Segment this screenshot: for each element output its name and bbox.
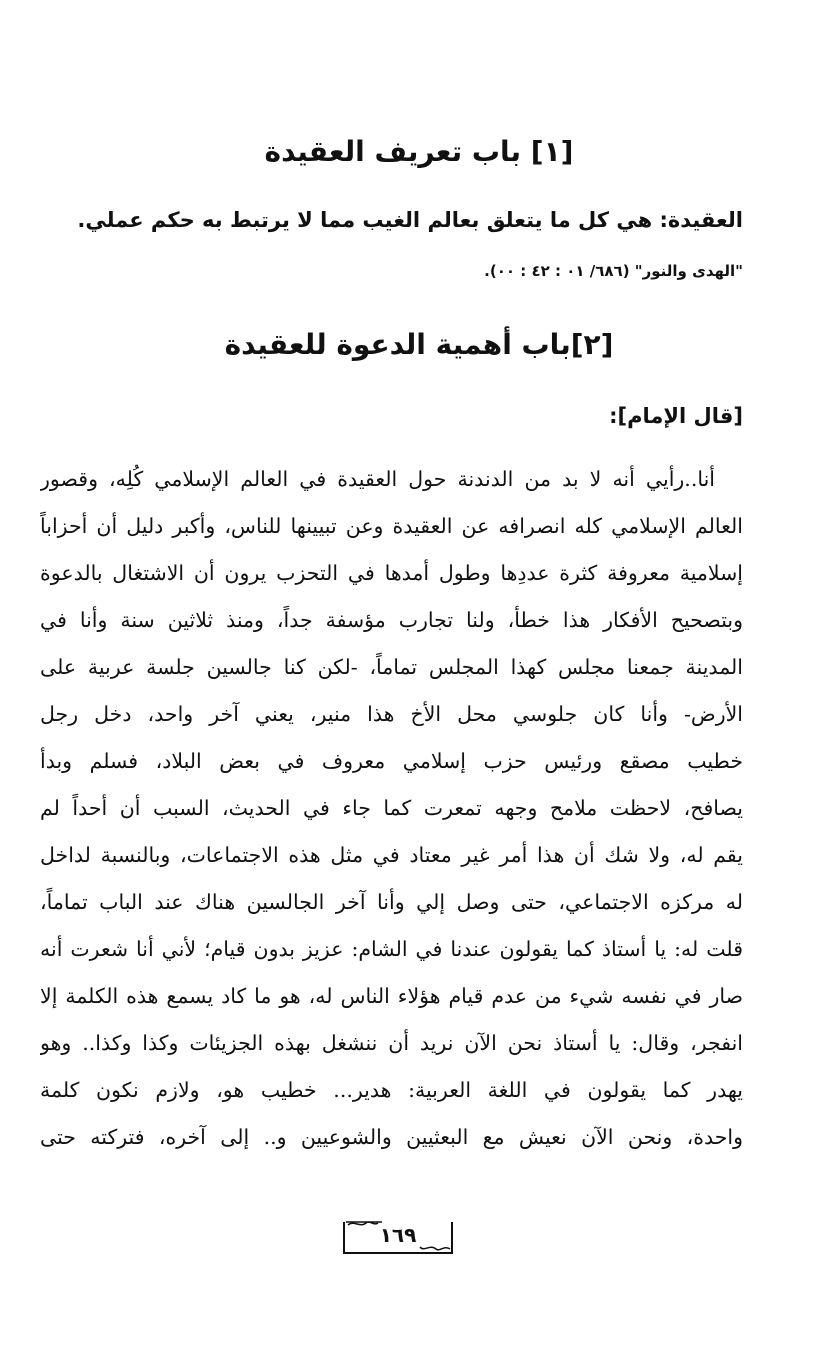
aqeedah-definition: العقيدة: هي كل ما يتعلق بعالم الغيب مما لا يرتبط به حكم عملي.: [77, 208, 743, 232]
text-line: واحدة، ونحن الآن نعيش مع البعثيين والشوعيين و.. إلى آخره، فتركته حتى: [40, 1125, 743, 1149]
text-line: الأرض- وأنا كان جلوسي محل الأخ هذا منير، يعني آخر واحد، دخل رجل: [40, 702, 743, 726]
text-line: خطيب مصقع ورئيس حزب إسلامي معروف في بعض البلاد، فسلم وبدأ: [40, 749, 743, 773]
body-paragraph: [40, 456, 743, 1161]
text-line: المدينة جمعنا مجلس كهذا المجلس تماماً، -لكن كنا جالسين جلسة عربية على: [40, 655, 743, 679]
source-citation: "الهدى والنور" (٦٨٦/ ٠١ : ٤٢ : ٠٠).: [484, 262, 743, 280]
speaker-label: [قال الإمام]:: [609, 404, 743, 428]
text-line: يصافح، لاحظت ملامح وجهه تمعرت كما جاء في الحديث، السبب أن أحداً لم: [40, 796, 743, 820]
text-line: قلت له: يا أستاذ كما يقولون عندنا في الشام: عزيز بدون قيام؛ لأني أنا شعرت أنه: [40, 937, 743, 961]
text-line: له مركزه الاجتماعي، حتى وصل إلي وأنا آخر الجالسين هناك عند الباب تماماً،: [40, 890, 743, 914]
chapter-1-heading: [١] باب تعريف العقيدة: [264, 135, 574, 168]
text-line: أنا..رأيي أنه لا بد من الدندنة حول العقيدة في العالم الإسلامي كُلِه، وقصور: [40, 467, 715, 491]
page-number-ornament: [342, 1219, 454, 1257]
text-line: صار في نفسه شيء من عدم قيام هؤلاء الناس له، هو ما كاد يسمع هذه الكلمة إلا: [40, 984, 743, 1008]
chapter-2-heading: [٢]باب أهمية الدعوة للعقيدة: [224, 328, 614, 361]
page-number: ١٦٩: [379, 1223, 417, 1247]
text-line: يهدر كما يقولون في اللغة العربية: هدير... خطيب هو، ولازم نكون كلمة: [40, 1078, 743, 1102]
text-line: وبتصحيح الأفكار هذا خطأ، ولنا تجارب مؤسفة جداً، ومنذ ثلاثين سنة وأنا في: [40, 608, 743, 632]
text-line: انفجر، وقال: يا أستاذ نحن الآن نريد أن ننشغل بهذه الجزيئات وكذا وكذا.. وهو: [40, 1031, 743, 1055]
text-line: يقم له، ولا شك أن هذا أمر غير معتاد في مثل هذه الاجتماعات، وبالنسبة لداخل: [40, 843, 743, 867]
text-line: إسلامية معروفة كثرة عددِها وطول أمدها في التحزب يرون أن الاشتغال بالدعوة: [40, 561, 743, 585]
text-line: العالم الإسلامي كله انصرافه عن العقيدة وعن تبيينها للناس، وأكبر دليل أن أحزاباً: [40, 514, 743, 538]
